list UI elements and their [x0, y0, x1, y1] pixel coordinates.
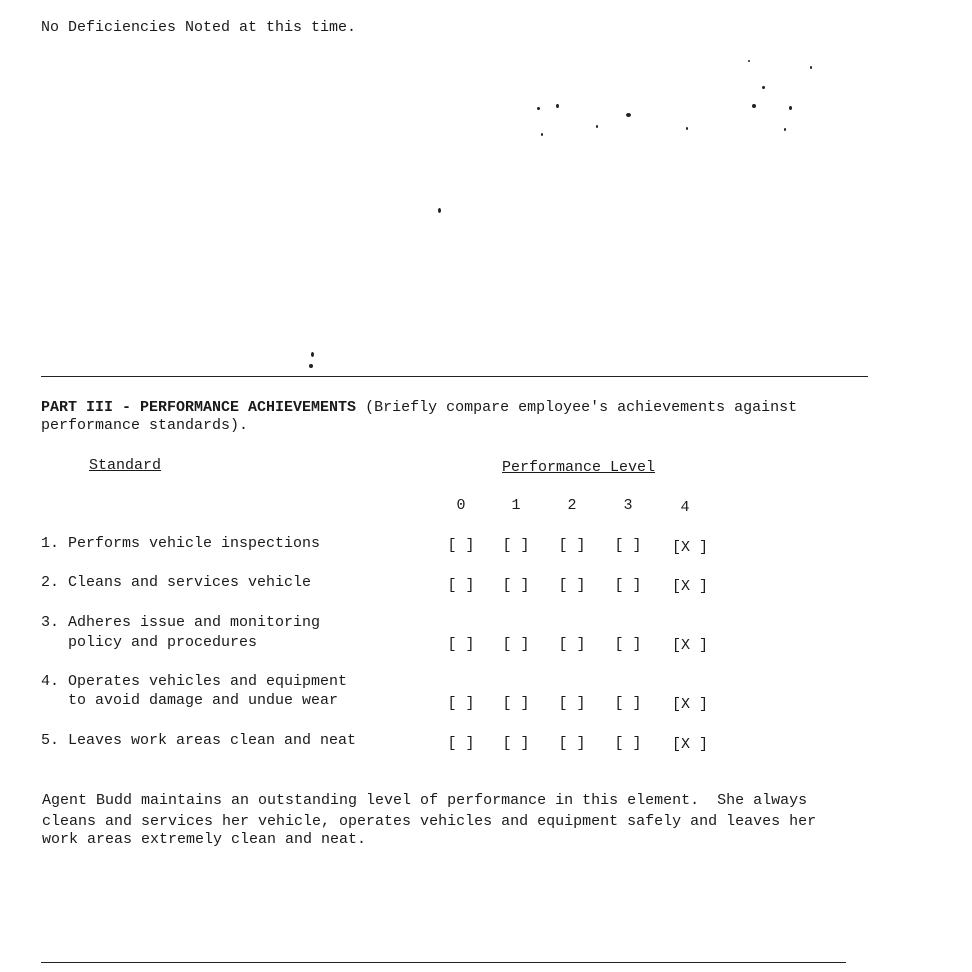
row2-level1-box: [ ] — [502, 577, 530, 594]
no-deficiencies-note: No Deficiencies Noted at this time. — [41, 19, 357, 36]
performance-level-header: Performance Level — [502, 459, 656, 476]
row3-level4-box: [X ] — [672, 637, 709, 654]
narrative-line-1: Agent Budd maintains an outstanding level of performance in this element. She always — [42, 792, 808, 809]
level-1-label: 1 — [511, 497, 521, 514]
part3-heading — [41, 399, 797, 416]
row2-level0-box: [ ] — [447, 577, 475, 594]
row1-level2-box: [ ] — [558, 537, 586, 554]
row4-level4-box: [X ] — [672, 696, 709, 713]
row4-level3-box: [ ] — [614, 695, 642, 712]
row2-level4-box: [X ] — [672, 578, 709, 595]
row1-level3-box: [ ] — [614, 537, 642, 554]
part3-subtitle-2: performance standards). — [41, 417, 249, 434]
narrative-line-2: cleans and services her vehicle, operates vehicles and equipment safely and leaves her — [42, 813, 817, 830]
row1-level0-box: [ ] — [447, 537, 475, 554]
narrative-line-3: work areas extremely clean and neat. — [42, 831, 367, 848]
row5-level3-box: [ ] — [614, 735, 642, 752]
row3-level0-box: [ ] — [447, 636, 475, 653]
level-0-label: 0 — [456, 497, 466, 514]
section-divider-top — [41, 376, 868, 377]
standard-3-label-line1: 3. Adheres issue and monitoring — [41, 614, 321, 631]
standard-5-label: 5. Leaves work areas clean and neat — [41, 732, 357, 749]
row5-level2-box: [ ] — [558, 735, 586, 752]
row3-level1-box: [ ] — [502, 636, 530, 653]
level-4-label: 4 — [680, 499, 690, 516]
standard-4-label-line2: to avoid damage and undue wear — [41, 692, 339, 709]
part3-subtitle-1: (Briefly compare employee's achievements against — [356, 399, 798, 416]
row4-level0-box: [ ] — [447, 695, 475, 712]
row1-level1-box: [ ] — [502, 537, 530, 554]
row2-level3-box: [ ] — [614, 577, 642, 594]
row2-level2-box: [ ] — [558, 577, 586, 594]
standard-3-label-line2: policy and procedures — [41, 634, 258, 651]
row5-level4-box: [X ] — [672, 736, 709, 753]
section-divider-bottom — [41, 962, 846, 963]
standard-1-label: 1. Performs vehicle inspections — [41, 535, 321, 552]
row4-level1-box: [ ] — [502, 695, 530, 712]
row1-level4-box: [X ] — [672, 539, 709, 556]
row5-level1-box: [ ] — [502, 735, 530, 752]
part3-title: PART III - PERFORMANCE ACHIEVEMENTS — [41, 399, 357, 416]
level-3-label: 3 — [623, 497, 633, 514]
standard-4-label-line1: 4. Operates vehicles and equipment — [41, 673, 348, 690]
row3-level2-box: [ ] — [558, 636, 586, 653]
level-2-label: 2 — [567, 497, 577, 514]
standard-2-label: 2. Cleans and services vehicle — [41, 574, 312, 591]
row4-level2-box: [ ] — [558, 695, 586, 712]
row3-level3-box: [ ] — [614, 636, 642, 653]
row5-level0-box: [ ] — [447, 735, 475, 752]
standard-header: Standard — [89, 457, 162, 474]
